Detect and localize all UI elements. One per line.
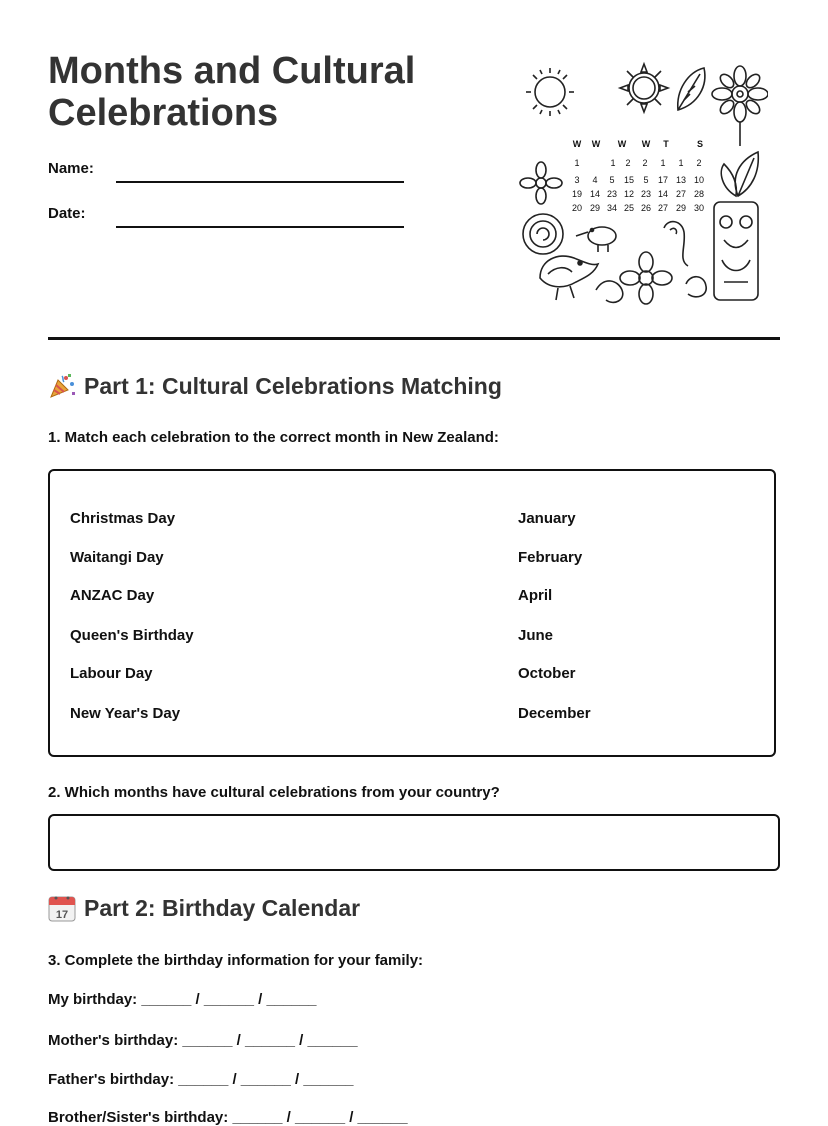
question-3: 3. Complete the birthday information for your family: [48,952,424,969]
tiki-carving-icon [714,202,758,300]
sibling-birthday-line[interactable]: Brother/Sister's birthday: ______ / ______ / ______ [48,1109,408,1126]
my-birthday-line[interactable]: My birthday: ______ / ______ / ______ [48,991,317,1008]
celebration-item[interactable]: ANZAC Day [70,587,155,604]
koru-icon [664,222,688,266]
svg-text:17: 17 [55,909,69,921]
svg-text:5: 5 [609,175,615,185]
svg-text:17: 17 [657,175,669,185]
svg-text:15: 15 [623,175,635,185]
month-item[interactable]: February [518,549,583,566]
sun-icon [620,64,668,112]
month-item[interactable]: October [518,665,576,682]
date-field[interactable] [116,226,404,228]
date-label: Date: [48,205,86,222]
part2-heading-text: Part 2: Birthday Calendar [84,894,361,921]
svg-text:2: 2 [642,158,648,168]
section-divider [48,337,780,340]
svg-text:4: 4 [592,175,598,185]
matching-box [48,469,776,757]
svg-text:23: 23 [606,189,618,199]
celebration-item[interactable]: New Year's Day [70,705,181,722]
svg-text:1: 1 [610,158,616,168]
svg-text:S: S [696,139,704,149]
name-label: Name: [48,160,94,177]
svg-text:3: 3 [574,175,580,185]
koru-icon [523,214,563,254]
svg-text:29: 29 [589,203,601,213]
part1-heading-text: Part 1: Cultural Celebrations Matching [84,372,502,399]
month-item[interactable]: June [518,627,554,644]
svg-text:W: W [641,139,651,149]
flower-icon [596,252,706,304]
kiwi-bird-icon [540,256,598,300]
celebration-item[interactable]: Labour Day [70,665,153,682]
mini-calendar-dates [572,158,704,213]
name-field[interactable] [116,181,404,183]
month-item[interactable]: January [518,510,576,527]
mini-calendar [573,139,703,149]
svg-text:19: 19 [571,189,583,199]
svg-text:27: 27 [657,203,669,213]
svg-text:26: 26 [640,203,652,213]
celebration-item[interactable]: Christmas Day [70,510,176,527]
svg-text:2: 2 [625,158,631,168]
feather-icon [678,68,705,110]
svg-text:30: 30 [693,203,705,213]
svg-text:1: 1 [574,158,580,168]
svg-text:10: 10 [693,175,705,185]
svg-text:13: 13 [675,175,687,185]
svg-text:29: 29 [675,203,687,213]
father-birthday-line[interactable]: Father's birthday: ______ / ______ / ______ [48,1071,354,1088]
month-item[interactable]: December [518,705,591,722]
svg-text:14: 14 [657,189,669,199]
leaf-icon [721,152,758,196]
svg-text:W: W [617,139,627,149]
svg-text:T: T [663,139,669,149]
part1-heading [48,372,502,400]
party-popper-icon [48,372,76,400]
question-1: 1. Match each celebration to the correct month in New Zealand: [48,429,499,446]
question-2: 2. Which months have cultural celebrations from your country? [48,784,500,801]
svg-text:12: 12 [623,189,635,199]
mother-birthday-line[interactable]: Mother's birthday: ______ / ______ / ______ [48,1032,358,1049]
part2-heading [48,894,360,922]
svg-text:1: 1 [660,158,666,168]
svg-text:2: 2 [696,158,702,168]
flower-icon [712,66,768,146]
svg-text:23: 23 [640,189,652,199]
svg-text:1: 1 [678,158,684,168]
month-item[interactable]: April [518,587,553,604]
svg-text:5: 5 [643,175,649,185]
sun-icon [526,68,574,116]
svg-text:28: 28 [693,189,705,199]
svg-text:27: 27 [675,189,687,199]
svg-text:W: W [591,139,601,149]
svg-text:34: 34 [606,203,618,213]
svg-text:25: 25 [623,203,635,213]
celebration-illustration [518,60,768,308]
svg-text:W: W [572,139,582,149]
svg-text:20: 20 [571,203,583,213]
svg-text:14: 14 [589,189,601,199]
page-title: Months and Cultural Celebrations [48,50,416,134]
answer-field[interactable] [48,814,780,871]
calendar-icon [48,894,76,922]
celebration-item[interactable]: Queen's Birthday [70,627,194,644]
celebration-item[interactable]: Waitangi Day [70,549,164,566]
kiwi-bird-icon [576,227,616,252]
flower-icon [520,162,562,204]
